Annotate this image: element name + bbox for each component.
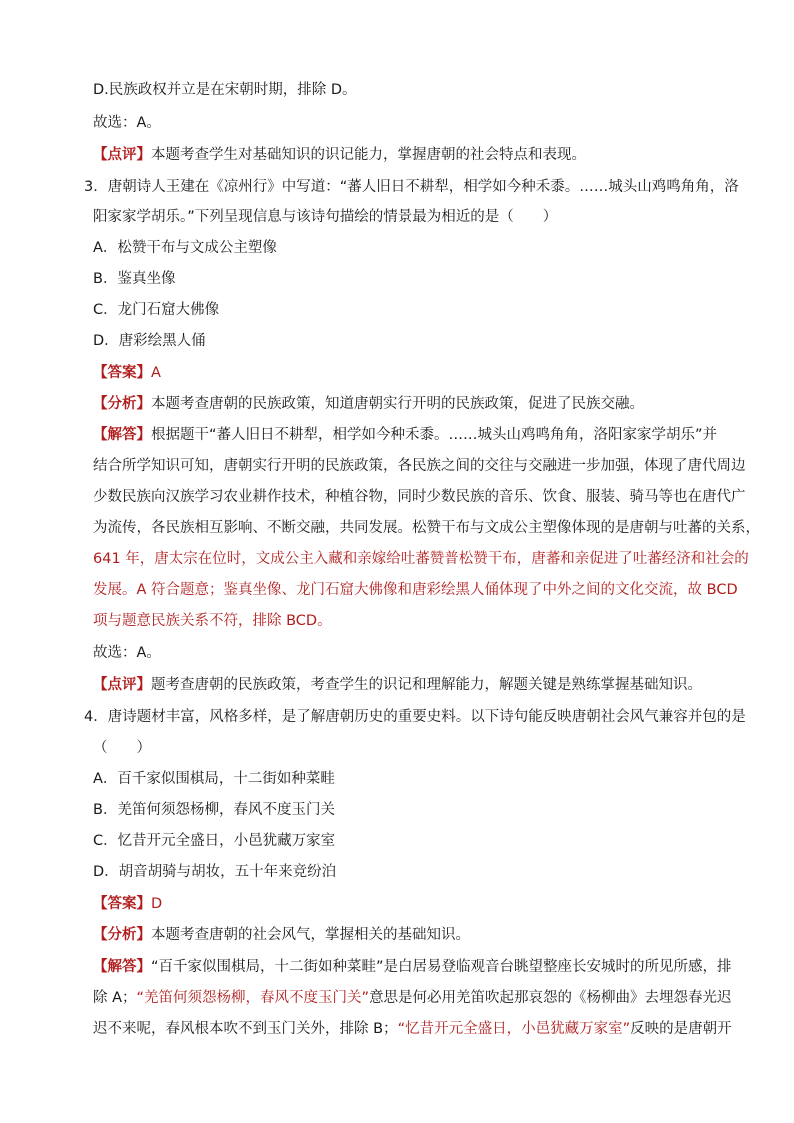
question-3-option-d: D．唐彩绘黑人俑: [93, 333, 206, 349]
solution-text: “百千家似围棋局，十二街如种菜畦”是白居易登临观音台眺望整座长安城时的所见所感，排: [151, 959, 732, 975]
solution-line: 项与题意民族关系不符，排除 BCD。: [93, 613, 332, 629]
analysis-text: 本题考查唐朝的社会风气，掌握相关的基础知识。: [151, 927, 470, 943]
question-3-stem-line-1: 3．唐朝诗人王建在《凉州行》中写道：“蕃人旧日不耕犁，相学如今种禾黍。……城头山鸡鸣角角，洛: [84, 179, 739, 195]
question-3-option-c: C．龙门石窟大佛像: [93, 302, 220, 318]
solution-tag: 【解答】: [93, 959, 151, 975]
solution-line: [93, 425, 717, 445]
comment-tag: 【点评】: [93, 677, 151, 693]
text-line: D.民族政权并立是在宋朝时期，排除 D。: [93, 82, 357, 98]
solution-text: 根据题干“蕃人旧日不耕犁，相学如今种禾黍。……城头山鸡鸣角角，洛阳家家学胡乐”并: [151, 427, 718, 443]
solution-text: 除 A；: [93, 990, 137, 1006]
answer-tag: 【答案】: [93, 896, 151, 912]
answer-line: [93, 894, 162, 914]
solution-line: 少数民族向汉族学习农业耕作技术，种植谷物，同时少数民族的音乐、饮食、服装、骑马等也在唐代广: [93, 489, 746, 505]
question-3-option-b: B．鉴真坐像: [93, 271, 176, 287]
question-4-option-a: A．百千家似围棋局，十二街如种菜畦: [93, 771, 335, 787]
question-3-stem-line-2: 阳家家学胡乐。”下列呈现信息与该诗句描绘的情景最为相近的是（ ）: [93, 209, 558, 225]
solution-line: 发展。A 符合题意；鉴真坐像、龙门石窟大佛像和唐彩绘黑人俑体现了中外之间的文化交流，故 BCD: [93, 582, 738, 598]
solution-tag: 【解答】: [93, 427, 151, 443]
comment-tag: 【点评】: [93, 147, 151, 163]
analysis-tag: 【分析】: [93, 927, 151, 943]
solution-line: 结合所学知识可知，唐朝实行开明的民族政策，各民族之间的交往与交融进一步加强，体现了唐代周边: [93, 458, 746, 474]
comment-text: 题考查唐朝的民族政策，考查学生的识记和理解能力，解题关键是熟练掌握基础知识。: [151, 677, 702, 693]
text-line: 故选：A。: [93, 645, 161, 661]
solution-line: [93, 957, 732, 977]
answer-value: D: [151, 896, 163, 912]
solution-line: 641 年，唐太宗在位时，文成公主入藏和亲嫁给吐蕃赞普松赞干布，唐蕃和亲促进了吐蕃经济和社会的: [93, 551, 749, 567]
question-3-option-a: A．松赞干布与文成公主塑像: [93, 240, 277, 256]
solution-line: 为流传，各民族相互影响、不断交融，共同发展。松赞干布与文成公主塑像体现的是唐朝与吐蕃的关系，: [93, 520, 760, 536]
comment-line: [93, 675, 702, 695]
question-4-option-c: C．忆昔开元全盛日，小邑犹藏万家室: [93, 833, 336, 849]
solution-text: 迟不来呢，春风根本吹不到玉门关外，排除 B；: [93, 1021, 398, 1037]
analysis-text: 本题考查唐朝的民族政策，知道唐朝实行开明的民族政策，促进了民族交融。: [151, 396, 644, 412]
question-4-option-b: B．羌笛何须怨杨柳，春风不度玉门关: [93, 802, 335, 818]
analysis-tag: 【分析】: [93, 396, 151, 412]
solution-text: 意思是何必用羌笛吹起那哀怨的《杨柳曲》去埋怨春光迟: [369, 990, 732, 1006]
solution-line: [93, 988, 732, 1008]
solution-text: 反映的是唐朝开: [630, 1021, 732, 1037]
text-line: 故选：A。: [93, 115, 161, 131]
question-4-stem-line-2: （ ）: [93, 740, 151, 756]
question-4-stem-line-1: 4．唐诗题材丰富，风格多样，是了解唐朝历史的重要史料。以下诗句能反映唐朝社会风气兼容并包的是: [84, 709, 746, 725]
analysis-line: [93, 925, 470, 945]
answer-tag: 【答案】: [93, 365, 151, 381]
solution-quote: “忆昔开元全盛日，小邑犹藏万家室”: [397, 1021, 631, 1037]
solution-quote: “羌笛何须怨杨柳，春风不度玉门关”: [136, 990, 370, 1006]
solution-line: [93, 1019, 732, 1039]
question-4-option-d: D．胡音胡骑与胡妆，五十年来竞纷泊: [93, 864, 337, 880]
analysis-line: [93, 394, 644, 414]
answer-line: [93, 363, 161, 383]
comment-text: 本题考查学生对基础知识的识记能力，掌握唐朝的社会特点和表现。: [151, 147, 586, 163]
answer-value: A: [151, 365, 161, 381]
comment-line: [93, 145, 586, 165]
